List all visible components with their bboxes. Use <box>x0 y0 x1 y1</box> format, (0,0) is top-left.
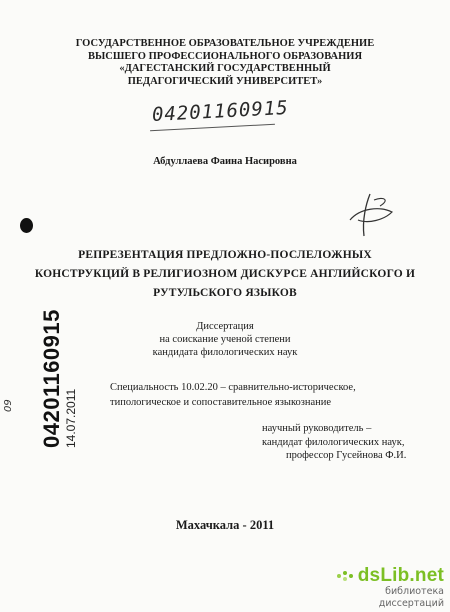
advisor-line: кандидат филологических наук, <box>262 436 405 448</box>
watermark-dots-icon <box>336 570 354 582</box>
title-line: РУТУЛЬСКОГО ЯЗЫКОВ <box>153 287 297 299</box>
watermark-logo-text: dsLib.net <box>357 565 444 586</box>
institution-line: ГОСУДАРСТВЕННОЕ ОБРАЗОВАТЕЛЬНОЕ УЧРЕЖДЕНИЕ <box>75 38 375 49</box>
advisor-line: профессор Гусейнова Ф.И. <box>286 450 407 461</box>
watermark <box>324 566 444 610</box>
specialty-line: типологическое и сопоставительное языкознание <box>110 397 332 408</box>
binding-hole-mark <box>20 218 33 233</box>
handwritten-registration-number: 04201160915 <box>151 96 290 126</box>
institution-line: «ДАГЕСТАНСКИЙ ГОСУДАРСТВЕННЫЙ <box>119 63 331 75</box>
degree-line: на соискание ученой степени <box>159 334 291 345</box>
signature-mark <box>340 190 400 240</box>
advisor-block <box>262 422 436 463</box>
city-year: Махачкала - 2011 <box>175 518 275 532</box>
side-stamp-handwritten: 09 <box>3 399 14 412</box>
degree-line: Диссертация <box>196 321 254 332</box>
author-name: Абдуллаева Фаина Насировна <box>153 156 297 167</box>
institution-line: ВЫСШЕГО ПРОФЕССИОНАЛЬНОГО ОБРАЗОВАНИЯ <box>87 50 363 62</box>
dissertation-title <box>0 246 450 303</box>
specialty-block <box>110 380 356 410</box>
title-line: КОНСТРУКЦИЙ В РЕЛИГИОЗНОМ ДИСКУРСЕ АНГЛИЙСКОГО И <box>34 268 416 280</box>
institution-header <box>0 38 450 88</box>
side-stamp-date: 14.07.2011 <box>64 388 78 448</box>
institution-line: ПЕДАГОГИЧЕСКИЙ УНИВЕРСИТЕТ» <box>127 75 323 87</box>
advisor-line: научный руководитель – <box>262 423 372 434</box>
degree-line: кандидата филологических наук <box>152 347 298 358</box>
side-stamp-number: 04201160915 <box>39 309 64 448</box>
title-line: РЕПРЕЗЕНТАЦИЯ ПРЕДЛОЖНО-ПОСЛЕЛОЖНЫХ <box>78 249 372 261</box>
watermark-subtitle: библиотека диссертаций <box>378 586 444 609</box>
watermark-logo <box>324 566 444 586</box>
side-stamp <box>40 298 78 448</box>
specialty-line: Специальность 10.02.20 – сравнительно-историческое, <box>110 382 356 393</box>
